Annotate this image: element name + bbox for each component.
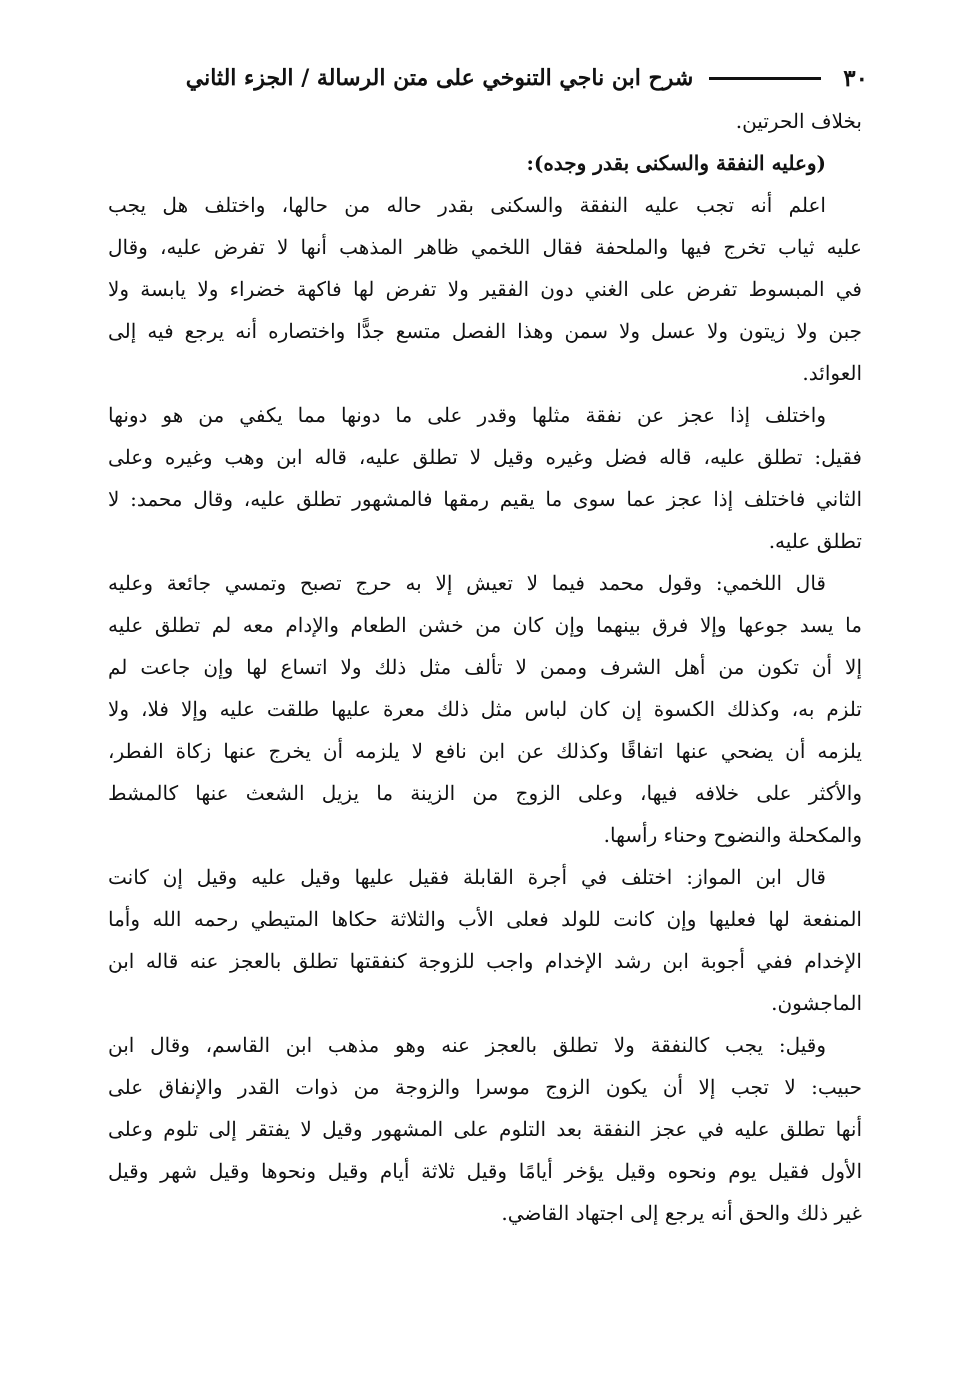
text-line: عليه ثياب تخرج فيها والملحفة فقال اللخمي ظاهر المذهب أنها لا تفرض عليه، وقال (108, 235, 862, 259)
text-line: حبيب: لا تجب إلا أن يكون الزوج موسرا والزوجة من ذوات القدر والإنفاق على (108, 1075, 862, 1099)
text-line: إلا أن تكون من أهل الشرف وممن لا تألف مثل ذلك ولا اتساع لها وإن جاعت لم (108, 655, 862, 679)
section-heading: (وعليه النفقة والسكنى بقدر وجده): (526, 151, 826, 175)
text-line: أنها تطلق عليه في عجز النفقة بعد التلوم على المشهور وقيل لا يفتقر إلى تلوم وعلى (108, 1117, 862, 1141)
text-line: المنفعة لها فعليها وإن كانت للولد فعلى الأب والثلاثة حكاها المتيطي رحمه الله وأما (108, 907, 862, 931)
text-line: والمكحلة والنضوح وحناء رأسها. (603, 823, 862, 847)
running-header (108, 58, 868, 98)
text-line: الثاني فاختلف إذا عجز عما سوى ما يقيم رمقها فالمشهور تطلق عليه، وقال محمد: لا (108, 487, 862, 511)
text-line: بخلاف الحرتين. (735, 109, 862, 133)
text-line: الماجشون. (771, 991, 862, 1015)
text-line: تلزم به، وكذلك الكسوة إن كان لباس مثل ذلك معرة عليها طلقت عليه وإلا فلا، ولا (108, 697, 862, 721)
text-line: غير ذلك والحق أنه يرجع إلى اجتهاد القاضي. (501, 1201, 862, 1225)
text-line: فقيل: تطلق عليه، قاله فضل وغيره وقيل لا تطلق عليه، قاله ابن وهب وغيره وعلى (108, 445, 862, 469)
text-line: الأول فقيل يوم ونحوه وقيل يؤخر أيامًا وقيل ثلاثة أيام وقيل ونحوها وقيل شهر وقيل (108, 1159, 862, 1183)
text-line: العوائد. (802, 361, 862, 385)
text-line: تطلق عليه. (768, 529, 862, 553)
text-line: والأكثر على خلافه فيها، وعلى الزوج من الزينة ما يزيل الشعث عنها كالمشط (108, 781, 862, 805)
text-line: واختلف إذا عجز عن نفقة مثلها وقدر على ما دونها مما يكفي من هو دونها (108, 403, 826, 427)
text-line: الإخدام ففي أجوبة ابن رشد الإخدام واجب للزوجة كنفقتها تطلق بالعجز عنه قاله ابن (108, 949, 862, 973)
text-line: في المبسوط تفرض على الغني دون الفقير ولا تفرض لها فاكهة خضراء ولا يابسة ولا (108, 277, 862, 301)
body-text (108, 100, 862, 1234)
text-line: يلزمه أن يضحي عنها اتفاقًا وكذلك عن ابن نافع لا يلزمه أن يخرج عنها زكاة الفطر، (108, 739, 862, 763)
running-title: شرح ابن ناجي التنوخي على متن الرسالة / الجزء الثاني (185, 65, 694, 91)
text-line: جبن ولا زيتون ولا عسل ولا سمن وهذا الفصل متسع جدًّا واختصاره أنه يرجع فيه إلى (108, 319, 862, 343)
text-line: قال اللخمي: وقول محمد فيما لا تعيش إلا به حرج تصبح وتمسي جائعة وعليه (108, 571, 826, 595)
header-rule (709, 77, 821, 80)
text-line: اعلم أنه تجب عليه النفقة والسكنى بقدر حاله من حالها، واختلف هل يجب (108, 193, 826, 217)
text-line: ما يسد جوعها وإلا فرق بينهما وإن كان من خشن الطعام والإدام معه لم تطلق عليه (108, 613, 862, 637)
text-line: وقيل: يجب كالنفقة ولا تطلق بالعجز عنه وهو مذهب ابن القاسم، وقال ابن (108, 1033, 826, 1057)
text-line: قال ابن المواز: اختلف في أجرة القابلة فقيل عليها وقيل عليه وقيل إن كانت (108, 865, 826, 889)
page-number: ٣٠ (843, 64, 868, 92)
